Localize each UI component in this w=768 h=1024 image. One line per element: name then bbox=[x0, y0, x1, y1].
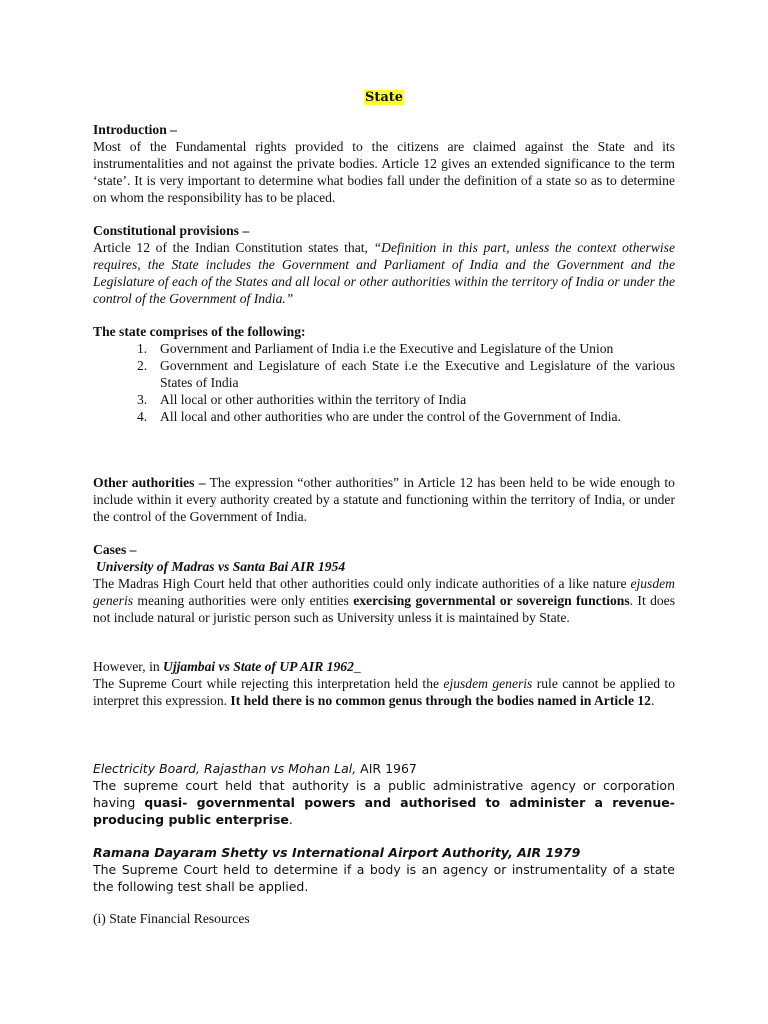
constitutional-heading: Constitutional provisions – bbox=[93, 223, 250, 238]
list-item: 2. Government and Legislature of each State i.e the Executive and Legislature of the various States of India bbox=[137, 358, 675, 390]
introduction-text: Most of the Fundamental rights provided to the citizens are claimed against the State and its instrumentalities and not against the private bodies. Article 12 gives an extended significance to the term ‘state’. It is very important to determine what bodies fall under the definition of a state so as to determine on whom the responsibility has to be placed. bbox=[93, 139, 675, 205]
case-ramana-dayaram bbox=[93, 844, 675, 895]
document-title: State bbox=[364, 90, 404, 105]
case-text: The supreme court held that authority is a public administrative agency or corporation having quasi- governmental powers and authorised to administer a revenue- producing public enterprise. bbox=[93, 778, 675, 827]
test-item: (i) State Financial Resources bbox=[93, 911, 250, 926]
case-text: The Madras High Court held that other authorities could only indicate authorities of a like nature ejusdem generis meaning authorities were only entities exercising governmental or sovereign functions. It does not include natural or juristic person such as University unless it is maintained by State. bbox=[93, 576, 676, 625]
comprises-list bbox=[93, 340, 675, 425]
cases-section bbox=[93, 541, 675, 626]
other-authorities-heading: Other authorities – bbox=[93, 475, 206, 490]
article-12-quote: “Definition in this part, unless the context otherwise requires, the State includes the Government and Parliament of India and the Government and the Legislature of each of the States and all local or other authorities within the territory of India or under the control of the Government of India.” bbox=[93, 240, 675, 306]
case-text: The Supreme Court while rejecting this interpretation held the ejusdem generis rule cannot be applied to interpret this expression. It held there is no common genus through the bodies named in Article 12. bbox=[93, 676, 675, 708]
list-item: 3. All local or other authorities within the territory of India bbox=[137, 392, 467, 407]
case-ujjambai: However, in Ujjambai vs State of UP AIR 1962_ The Supreme Court while rejecting this interpretation held the ejusdem generis rule cannot be applied to interpret this expression. It held there is no common genus through the bodies named in Article 12. bbox=[93, 659, 675, 708]
case-title: Ramana Dayaram Shetty vs International Airport Authority, AIR 1979 bbox=[93, 845, 581, 860]
comprises-section bbox=[93, 323, 675, 425]
case-electricity-board: Electricity Board, Rajasthan vs Mohan Lal, AIR 1967 The supreme court held that authority is a public administrative agency or corporation having quasi- governmental powers and authorised to administer a revenue- producing public enterprise. bbox=[93, 761, 675, 827]
comprises-heading: The state comprises of the following: bbox=[93, 324, 306, 339]
case-title: Electricity Board, Rajasthan vs Mohan Lal, bbox=[93, 761, 357, 776]
list-item: 4. All local and other authorities who are under the control of the Government of India. bbox=[137, 409, 621, 424]
introduction-heading: Introduction – bbox=[93, 122, 177, 137]
cases-heading: Cases – bbox=[93, 542, 137, 557]
case-text: The Supreme Court held to determine if a body is an agency or instrumentality of a state the following test shall be applied. bbox=[93, 862, 675, 894]
other-authorities-section: Other authorities – The expression “other authorities” in Article 12 has been held to be wide enough to include within it every authority created by a statute and functioning within the territory of India, or under the control of the Government of India. bbox=[93, 475, 675, 524]
constitutional-section bbox=[93, 222, 675, 307]
constitutional-text: Article 12 of the Indian Constitution states that, “Definition in this part, unless the context otherwise requires, the State includes the Government and Parliament of India and the Government and the Legislature of each of the States and all local or other authorities within the territory of India or under the control of the Government of India.” bbox=[93, 240, 675, 306]
introduction-section bbox=[93, 121, 675, 206]
case-title: University of Madras vs Santa Bai AIR 1954 bbox=[96, 559, 346, 574]
list-item: 1. Government and Parliament of India i.e the Executive and Legislature of the Union bbox=[137, 341, 614, 356]
case-title: Ujjambai vs State of UP AIR 1962 bbox=[163, 659, 354, 674]
